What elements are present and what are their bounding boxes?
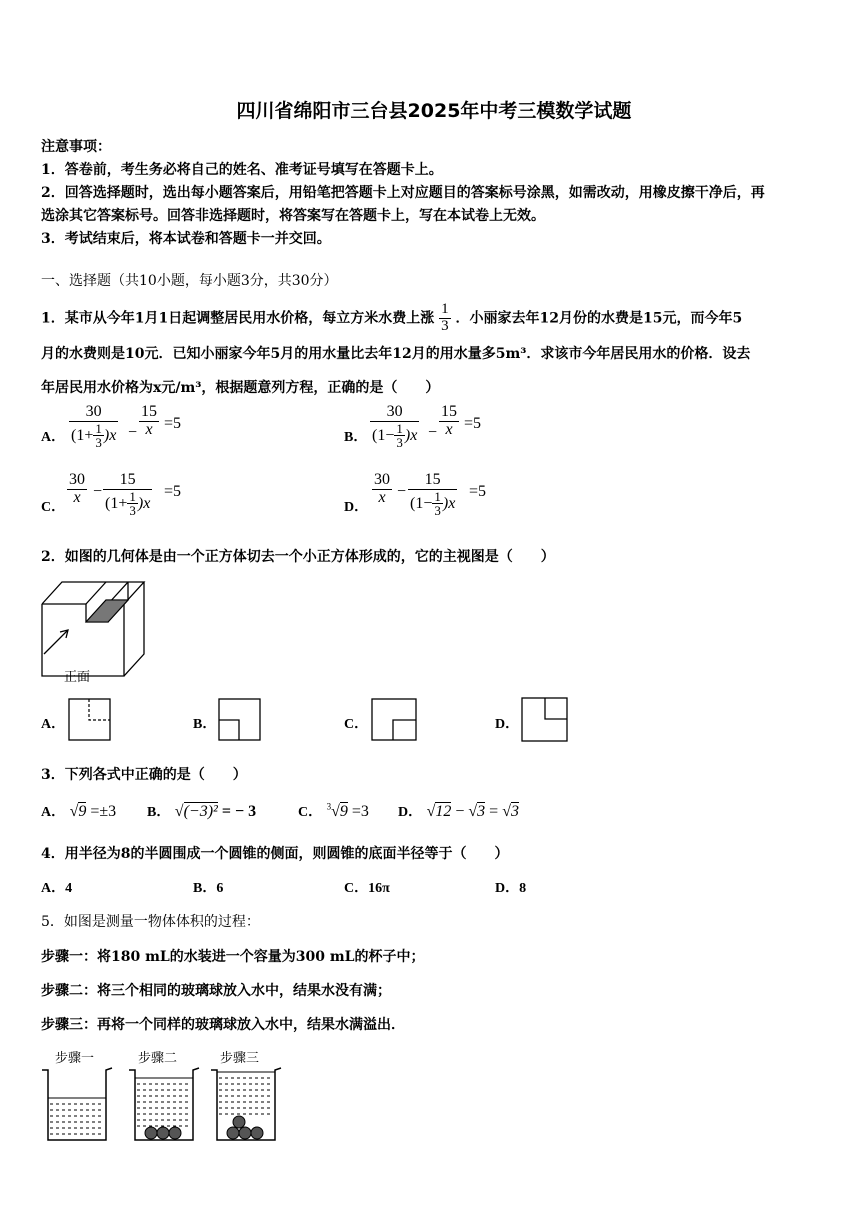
q1b-fraction-1: [370, 404, 419, 450]
frac-num: 30: [374, 471, 390, 488]
q2-option-b-figure[interactable]: [218, 698, 262, 742]
sqrt-sign-2: √3: [468, 803, 486, 820]
frac-num: 15: [441, 403, 457, 420]
q5-step3: 步骤三：再将一个同样的玻璃球放入水中，结果水满溢出．: [41, 1017, 405, 1033]
q4-option-b[interactable]: [193, 877, 223, 897]
q4-text: 4．用半径为8的半圆围成一个圆锥的侧面，则圆锥的底面半径等于（ ）: [41, 846, 509, 862]
q2-option-d-figure[interactable]: [521, 697, 569, 743]
den-pre: (1−: [372, 426, 395, 444]
q2-text: 2．如图的几何体是由一个正方体切去一个小正方体形成的，它的主视图是（ ）: [41, 549, 555, 565]
inner-frac: [394, 422, 405, 450]
q2-option-c-figure[interactable]: [371, 698, 419, 742]
q3-option-b[interactable]: [147, 801, 256, 821]
frac-den: [408, 490, 457, 518]
den-post: )x: [442, 494, 456, 512]
q5-step2: 步骤二：将三个相同的玻璃球放入水中，结果水没有满；: [41, 983, 391, 999]
q5-step1: 步骤一：将180 mL的水装进一个容量为300 mL的杯子中；: [41, 949, 425, 965]
frac-num: 15: [141, 403, 157, 420]
minus: −: [451, 803, 469, 820]
beaker-label-3: 步骤三: [220, 1051, 260, 1066]
q2-option-c-label[interactable]: C．: [344, 717, 369, 732]
q1a-fraction-1: [69, 404, 118, 450]
page-title: 四川省绵阳市三台县2025年中考三模数学试题: [236, 100, 632, 122]
inner-den: 3: [396, 435, 403, 451]
q1-line1: [41, 302, 742, 335]
equals: =5: [469, 483, 487, 500]
sqrt-sign: √9: [69, 803, 87, 820]
q1-fraction: [439, 302, 451, 335]
radicand: 9: [339, 803, 348, 820]
inner-num: 1: [129, 488, 136, 504]
q1-frac-den: 3: [441, 317, 449, 334]
inner-num: 1: [396, 420, 403, 436]
frac-den: x: [73, 488, 81, 506]
radicand-2: 3: [477, 803, 486, 820]
q2-option-a-label[interactable]: A．: [41, 717, 66, 732]
expr-rest: =3: [347, 803, 369, 820]
q3-option-d[interactable]: [398, 801, 519, 821]
equals: =5: [464, 415, 482, 432]
option-label: A．: [41, 881, 66, 896]
frac-den: x: [145, 420, 153, 438]
q1-line3: 年居民用水价格为x元/m³，根据题意列方程，正确的是（ ）: [41, 380, 440, 396]
minus-sign: −: [428, 424, 438, 441]
inner-num: 1: [95, 420, 102, 436]
q2-option-d-label[interactable]: D．: [495, 717, 520, 732]
frac-num: 15: [103, 472, 152, 490]
q3-option-a[interactable]: [41, 801, 116, 821]
inner-den: 3: [129, 503, 136, 519]
option-label: A．: [41, 430, 66, 445]
inner-den: 3: [95, 435, 102, 451]
q1-text-b: ．小丽家去年12月份的水费是15元，而今年5: [455, 310, 743, 327]
frac-den: [69, 422, 118, 450]
option-label: C．: [298, 805, 323, 820]
frac-num: 15: [408, 472, 457, 490]
beaker-step3: [209, 1066, 281, 1144]
option-value: 16π: [368, 881, 390, 896]
q2-option-a-figure[interactable]: [68, 698, 112, 742]
q2-option-b-label[interactable]: B．: [193, 717, 217, 732]
radicand: 12: [435, 803, 452, 820]
frac-num: 30: [370, 404, 419, 422]
beaker-label-2: 步骤二: [138, 1051, 178, 1066]
q1d-fraction-2: [408, 472, 457, 518]
sqrt-sign-3: √3: [502, 803, 519, 820]
option-label: C．: [344, 881, 369, 896]
minus-sign: −: [93, 483, 103, 500]
frac-den: x: [445, 420, 453, 438]
q1c-fraction-2: [103, 472, 152, 518]
q3-option-c[interactable]: [298, 801, 369, 821]
option-value: 6: [216, 881, 224, 896]
q1c-fraction-1: [67, 472, 87, 507]
inner-frac: [93, 422, 104, 450]
option-label: A．: [41, 805, 66, 820]
equals: =5: [164, 483, 182, 500]
q1-line2: 月的水费则是10元．已知小丽家今年5月的用水量比去年12月的用水量多5m³．求该市今年居民用水的价格．设去: [41, 346, 751, 362]
minus-sign: −: [397, 483, 407, 500]
frac-den: [103, 490, 152, 518]
den-pre: (1+: [71, 426, 94, 444]
section-heading: 一、选择题（共10小题，每小题3分，共30分）: [41, 273, 338, 289]
q5-text: 5．如图是测量一物体体积的过程：: [41, 914, 260, 930]
expr-rest: = − 3: [217, 803, 257, 820]
den-post: )x: [404, 426, 418, 444]
radicand: 9: [78, 803, 87, 820]
q1-frac-num: 1: [441, 301, 449, 317]
option-label: B．: [193, 881, 217, 896]
frac-num: 30: [69, 404, 118, 422]
option-label: D．: [344, 500, 369, 515]
q1-text-a: 1．某市从今年1月1日起调整居民用水价格，每立方米水费上涨: [41, 310, 435, 327]
radicand: (−3)²: [183, 803, 218, 820]
q1d-fraction-1: [372, 472, 392, 507]
q1a-fraction-2: [139, 404, 159, 439]
frac-den: x: [378, 488, 386, 506]
front-label: 正面: [64, 670, 91, 685]
beaker-step2: [127, 1066, 199, 1144]
inner-num: 1: [434, 488, 441, 504]
expr-rest: =±3: [86, 803, 117, 820]
minus-sign: −: [128, 424, 138, 441]
equals: =5: [164, 415, 182, 432]
option-label: B．: [147, 805, 171, 820]
option-value: 4: [65, 881, 73, 896]
option-value: 8: [519, 881, 527, 896]
notice-item-2-cont: 选涂其它答案标号。回答非选择题时，将答案写在答题卡上，写在本试卷上无效。: [41, 208, 545, 224]
q3-text: 3．下列各式中正确的是（ ）: [41, 767, 247, 783]
inner-frac: [127, 490, 138, 518]
root-index: 3: [326, 801, 332, 812]
den-pre: (1−: [410, 494, 433, 512]
notice-item-1: 1．答卷前，考生务必将自己的姓名、准考证号填写在答题卡上。: [41, 162, 443, 178]
notice-item-2: 2．回答选择题时，选出每小题答案后，用铅笔把答题卡上对应题目的答案标号涂黑，如需改动，用橡皮擦干净后，再: [41, 185, 765, 201]
equals: =: [485, 803, 503, 820]
option-label: D．: [495, 881, 520, 896]
beaker-step1: [40, 1066, 112, 1144]
cbrt-sign: $^3$√9: [326, 801, 348, 820]
notice-heading: 注意事项：: [41, 139, 111, 155]
frac-num: 30: [69, 471, 85, 488]
notice-item-3: 3．考试结束后，将本试卷和答题卡一并交回。: [41, 231, 331, 247]
den-post: )x: [137, 494, 151, 512]
q4-option-a[interactable]: [41, 877, 72, 897]
beaker-label-1: 步骤一: [55, 1051, 95, 1066]
q1b-fraction-2: [439, 404, 459, 439]
inner-den: 3: [434, 503, 441, 519]
option-label: B．: [344, 430, 368, 445]
option-label: D．: [398, 805, 423, 820]
radicand-3: 3: [510, 803, 519, 820]
den-post: )x: [103, 426, 117, 444]
q4-option-d[interactable]: [495, 877, 526, 897]
den-pre: (1+: [105, 494, 128, 512]
frac-den: [370, 422, 419, 450]
sqrt-sign: √(−3)²: [174, 803, 218, 820]
sqrt-sign: √12: [426, 803, 452, 820]
q4-option-c[interactable]: [344, 877, 390, 897]
option-label: C．: [41, 500, 66, 515]
inner-frac: [432, 490, 443, 518]
